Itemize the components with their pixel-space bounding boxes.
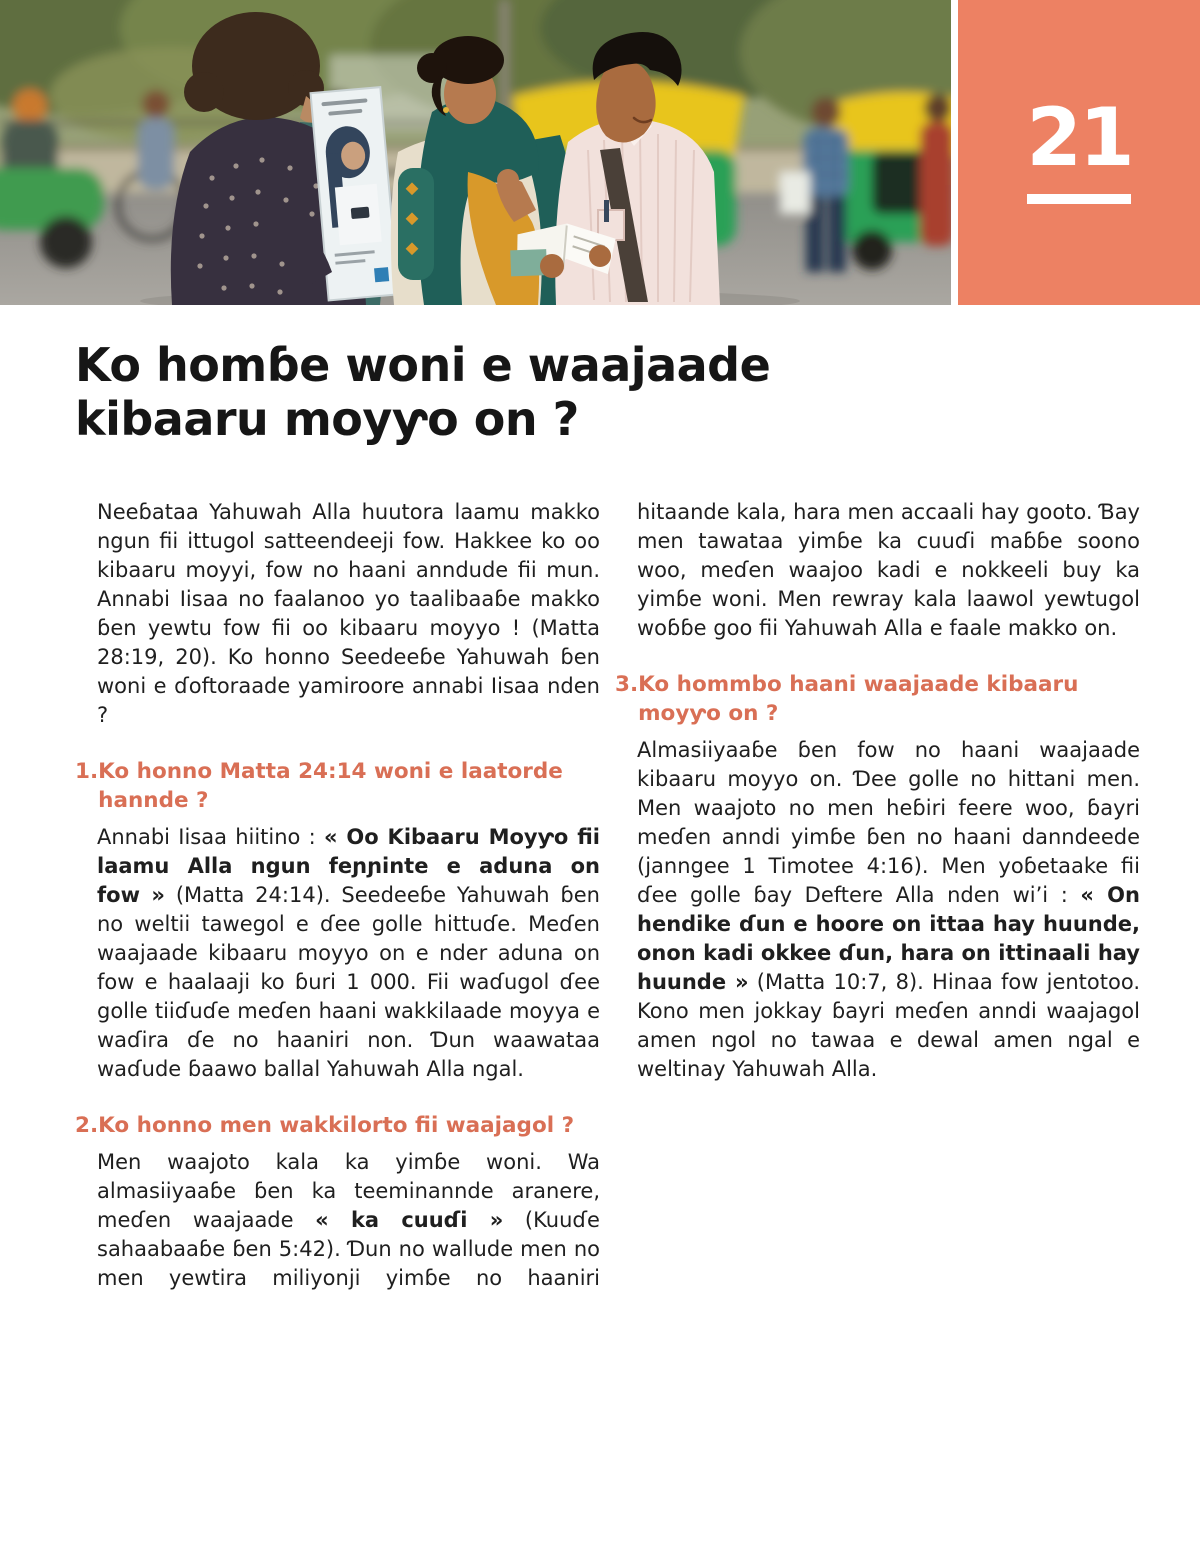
question-text-1: Ko honno Matta 24:14 woni e laatorde hannde ?	[98, 759, 563, 813]
article-body	[75, 498, 1140, 1310]
page-title-line1: Ko homɓe woni e waajaade	[75, 338, 771, 392]
question-number-2: 2.	[75, 1113, 99, 1138]
lesson-number: 21	[1026, 91, 1132, 184]
question-paragraph-2: Men waajoto kala ka yimɓe woni. Wa almasiiyaaɓe ɓen ka teeminannde aranere, meɗen waajaade « ka cuuɗi » (Kuuɗe sahaabaaɓe ɓen 5:42). Ɗun no wallude men no men yewtira miliyonji yimɓe no haaniri hitaande kala, hara men accaali hay gooto. Ɓay men tawataa yimɓe ka cuuɗi maɓɓe soono woo, meɗen waajoo kadi e nokkeeli buy ka yimɓe woni. Men rewray kala laawol yewtugol woɓɓe goo fii Yahuwah Alla e faale makko on.	[97, 500, 1140, 1290]
page-title-line2: kibaaru moyƴo on ?	[75, 392, 579, 446]
intro-paragraph: Neeɓataa Yahuwah Alla huutora laamu makko ngun fii ittugol satteendeeji fow. Hakkee ko oo kibaaru moyyi, fow no haani anndude fii mun. Annabi Iisaa no faalanoo yo taalibaaɓe makko ɓen yewtu fow fii oo kibaaru moyyo ! (Matta 28:19, 20). Ko honno Seedeeɓe Yahuwah ɓen woni e ɗoftoraade yamiroore annabi Iisaa nden ?	[97, 500, 600, 727]
street-witnessing-photo	[0, 0, 951, 305]
question-paragraph-1: Annabi Iisaa hiitino : « Oo Kibaaru Moyƴo fii laamu Alla ngun feɲɲinte e aduna on fow » (Matta 24:14). Seedeeɓe Yahuwah ɓen no weltii tawegol e ɗee golle hittuɗe. Meɗen waajaade kibaaru moyyo on e nder aduna on fow e haalaaji ko ɓuri 1 000. Fii waɗugol ɗee golle tiiɗuɗe meɗen haani wakkilaade moyya e waɗira ɗe no haaniri non. Ɗun waawataa waɗude ɓaawo ballal Yahuwah Alla ngal.	[97, 825, 600, 1081]
question-number-3: 3.	[615, 672, 639, 697]
question-heading-2	[75, 1111, 600, 1140]
page-title	[75, 338, 770, 446]
question-text-3: Ko hommbo haani waajaade kibaaru moyƴo on ?	[638, 672, 1079, 726]
question-heading-1	[75, 757, 600, 815]
lesson-number-underline	[1027, 194, 1131, 204]
question-heading-3	[615, 670, 1140, 728]
lesson-number-badge	[958, 0, 1200, 305]
question-number-1: 1.	[75, 759, 99, 784]
question-paragraph-3: Almasiiyaaɓe ɓen fow no haani waajaade kibaaru moyyo on. Ɗee golle no hittani men. Men waajoto no men heɓiri feere woo, ɓayri meɗen anndi yimɓe ɓen no haani danndeede (janngee 1 Timotee 4:16). Men yoɓetaake fii ɗee golle ɓay Deftere Alla nden wi’i : « On hendike ɗun e hoore on ittaa hay huunde, onon kadi okkee ɗun, hara on ittinaali hay huunde » (Matta 10:7, 8). Hinaa fow jentotoo. Kono men jokkay ɓayri meɗen anndi waajagol amen ngol no tawaa e dewal amen ngal e weltinay Yahuwah Alla.	[637, 738, 1140, 1081]
hero-strip	[0, 0, 1200, 305]
question-text-2: Ko honno men wakkilorto fii waajagol ?	[98, 1113, 575, 1138]
